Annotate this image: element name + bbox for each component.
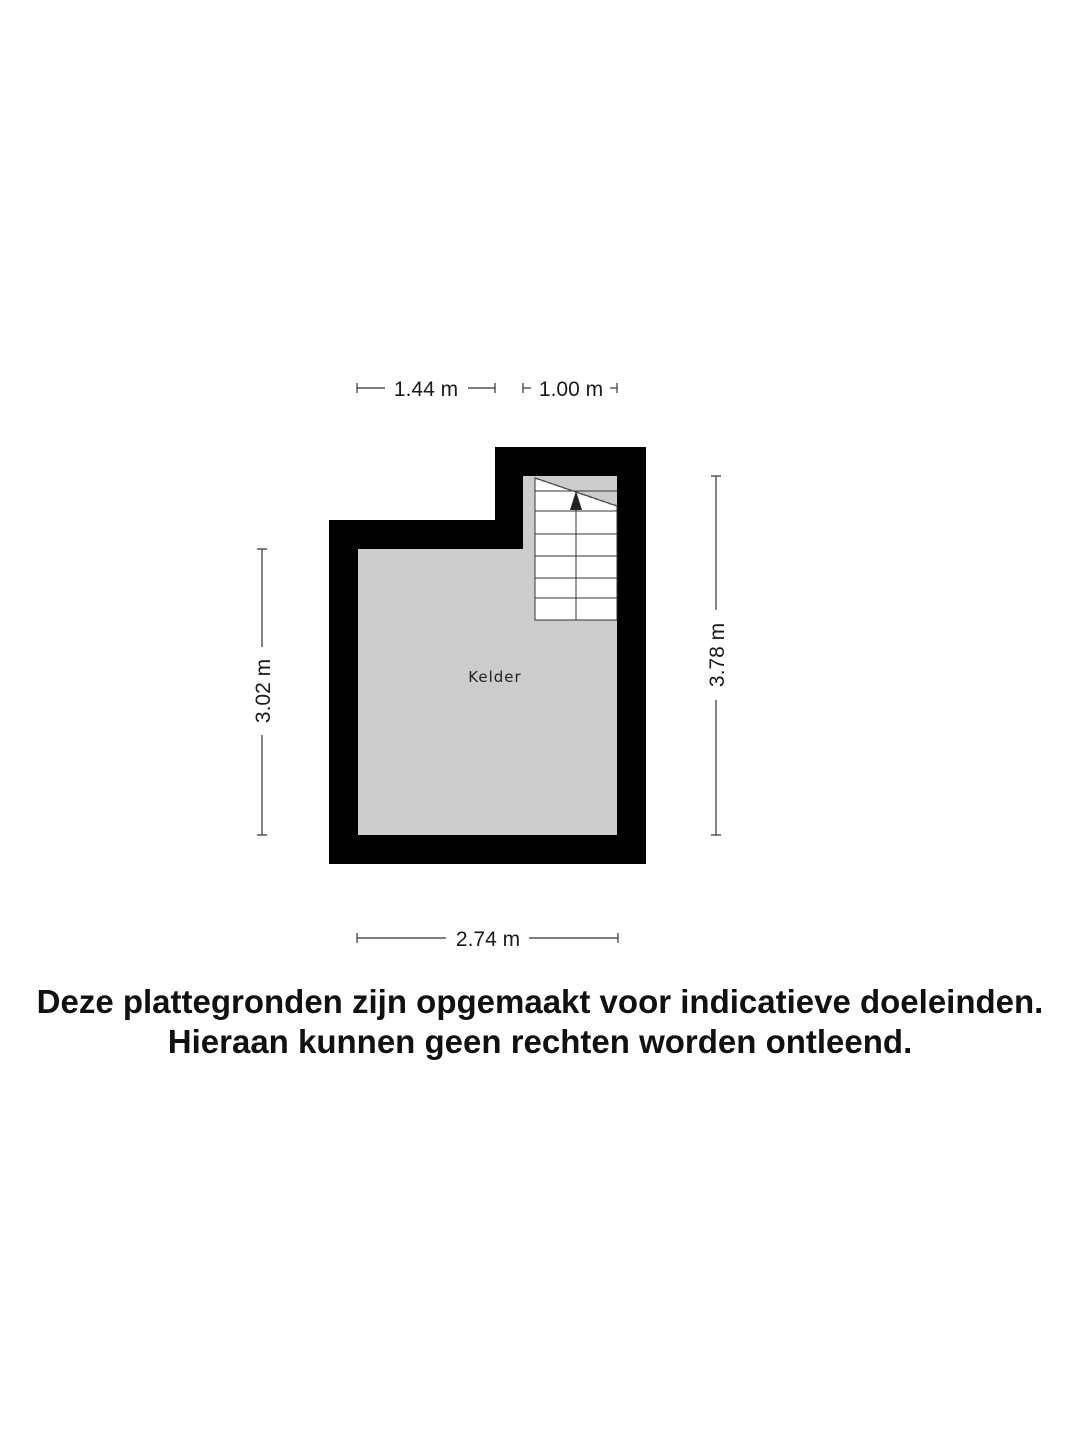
dimension-right — [706, 476, 729, 835]
dimension-label: 2.74 m — [455, 928, 521, 951]
room-label: Kelder — [468, 668, 522, 686]
disclaimer-line-2: Hieraan kunnen geen rechten worden ontleend. — [167, 1023, 913, 1060]
dimension-label: 1.00 m — [538, 378, 604, 401]
dimension-left — [252, 549, 275, 835]
dimension-label: 3.78 m — [706, 622, 729, 688]
dimension-label: 3.02 m — [252, 658, 275, 724]
dimension-bottom — [357, 928, 618, 951]
dimension-label: 1.44 m — [393, 378, 459, 401]
disclaimer-line-1: Deze plattegronden zijn opgemaakt voor indicatieve doeleinden. — [36, 983, 1044, 1020]
dimension-top-left — [357, 378, 495, 401]
dimension-top-right — [523, 378, 617, 401]
